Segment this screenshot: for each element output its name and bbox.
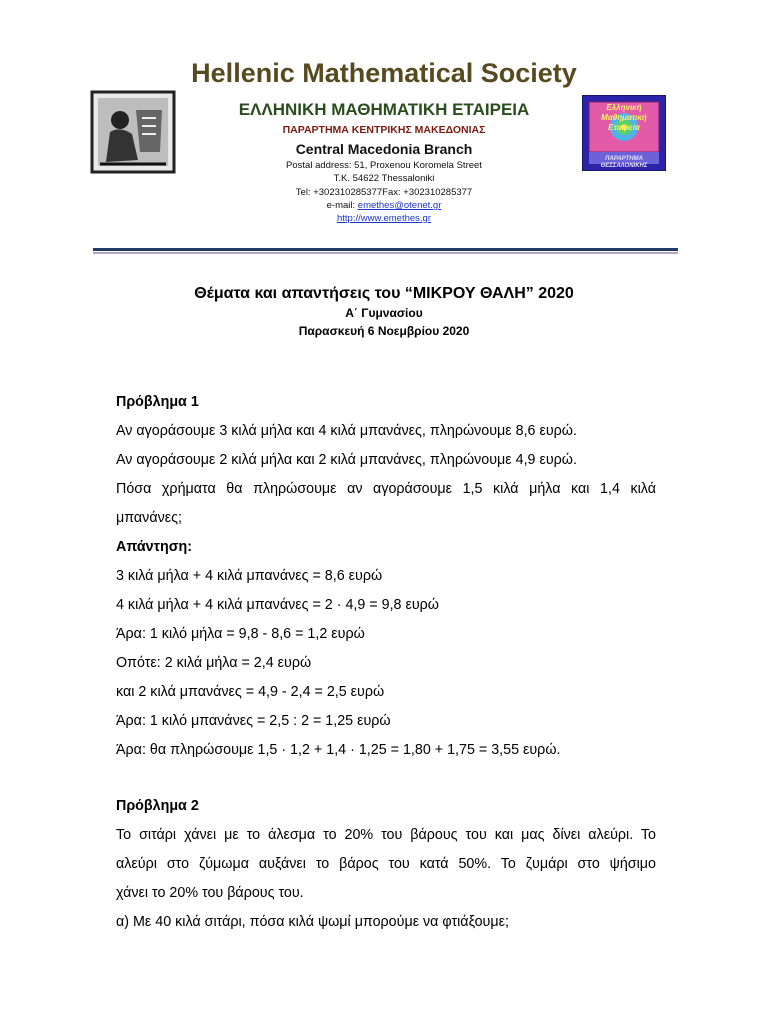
branch-title-greek: ΠΑΡΑΡΤΗΜΑ ΚΕΝΤΡΙΚΗΣ ΜΑΚΕΔΟΝΙΑΣ — [282, 124, 486, 136]
branch-logo-text: ΘΕΣΣΑΛΟΝΙΚΗΣ — [600, 163, 648, 169]
header-divider — [93, 248, 678, 251]
answer-line: 4 κιλά μήλα + 4 κιλά μπανάνες = 2 · 4,9 = 9,8 ευρώ — [116, 597, 439, 613]
problem-2-text: αλεύρι στο ζύμωμα αυξάνει το βάρος του κατά 50%. Το ζυμάρι στο ψήσιμο — [116, 856, 656, 872]
answer-line: Άρα: θα πληρώσουμε 1,5 · 1,2 + 1,4 · 1,25 = 1,80 + 1,75 = 3,55 ευρώ. — [116, 742, 561, 758]
postal-address: Postal address: 51, Proxenou Koromela Street — [286, 160, 482, 171]
answer-label: Απάντηση: — [116, 539, 193, 555]
org-title: Hellenic Mathematical Society — [191, 58, 577, 88]
problem-2-text: χάνει το 20% του βάρους του. — [116, 885, 304, 901]
email-label: e-mail: — [326, 200, 358, 211]
grade-label: Α΄ Γυμνασίου — [345, 306, 423, 320]
problem-1-text: μπανάνες; — [116, 510, 182, 526]
document-title: Θέματα και απαντήσεις του “ΜΙΚΡΟΥ ΘΑΛΗ” 2020 — [194, 285, 574, 302]
phone-fax-line: Tel: +302310285377Fax: +302310285377 — [295, 187, 473, 198]
email-link[interactable]: emethes@otenet.gr — [357, 200, 442, 211]
problem-2-text: Το σιτάρι χάνει με το άλεσμα το 20% του βάρους του και μας δίνει αλεύρι. Το — [116, 827, 656, 843]
city-line: T.K. 54622 Thessaloniki — [333, 173, 435, 184]
answer-line: Άρα: 1 κιλό μπανάνες = 2,5 : 2 = 1,25 ευρώ — [116, 713, 391, 729]
problem-2-heading: Πρόβλημα 2 — [116, 798, 199, 814]
problem-1-text: Αν αγοράσουμε 2 κιλά μήλα και 2 κιλά μπανάνες, πληρώνουμε 4,9 ευρώ. — [116, 452, 577, 468]
email-line — [0, 200, 768, 211]
branch-logo-text: Μαθηματική — [601, 113, 647, 122]
org-title-greek: ΕΛΛΗΝΙΚΗ ΜΑΘΗΜΑΤΙΚΗ ΕΤΑΙΡΕΙΑ — [238, 100, 530, 119]
answer-line: Άρα: 1 κιλό μήλα = 9,8 - 8,6 = 1,2 ευρώ — [116, 626, 365, 642]
date-label: Παρασκευή 6 Νοεμβρίου 2020 — [298, 324, 470, 338]
branch-logo-text: Εταιρεία — [608, 123, 640, 132]
website-line — [0, 213, 768, 224]
problem-1-text: Πόσα χρήματα θα πληρώσουμε αν αγοράσουμε 1,5 κιλά μήλα και 1,4 κιλά — [116, 481, 656, 497]
answer-line: Οπότε: 2 κιλά μήλα = 2,4 ευρώ — [116, 655, 312, 671]
problem-1-heading: Πρόβλημα 1 — [116, 394, 199, 410]
branch-title: Central Macedonia Branch — [295, 141, 473, 157]
answer-line: 3 κιλά μήλα + 4 κιλά μπανάνες = 8,6 ευρώ — [116, 568, 383, 584]
website-link[interactable]: http://www.emethes.gr — [337, 213, 431, 224]
branch-logo-text: Ελληνική — [606, 103, 642, 112]
header-divider-shadow — [93, 252, 678, 254]
problem-1-text: Αν αγοράσουμε 3 κιλά μήλα και 4 κιλά μπανάνες, πληρώνουμε 8,6 ευρώ. — [116, 423, 577, 439]
answer-line: και 2 κιλά μπανάνες = 4,9 - 2,4 = 2,5 ευρώ — [116, 684, 385, 700]
branch-logo-text: ΠΑΡΑΡΤΗΜΑ — [605, 156, 643, 162]
problem-2-text: α) Με 40 κιλά σιτάρι, πόσα κιλά ψωμί μπορούμε να φτιάξουμε; — [116, 914, 509, 930]
